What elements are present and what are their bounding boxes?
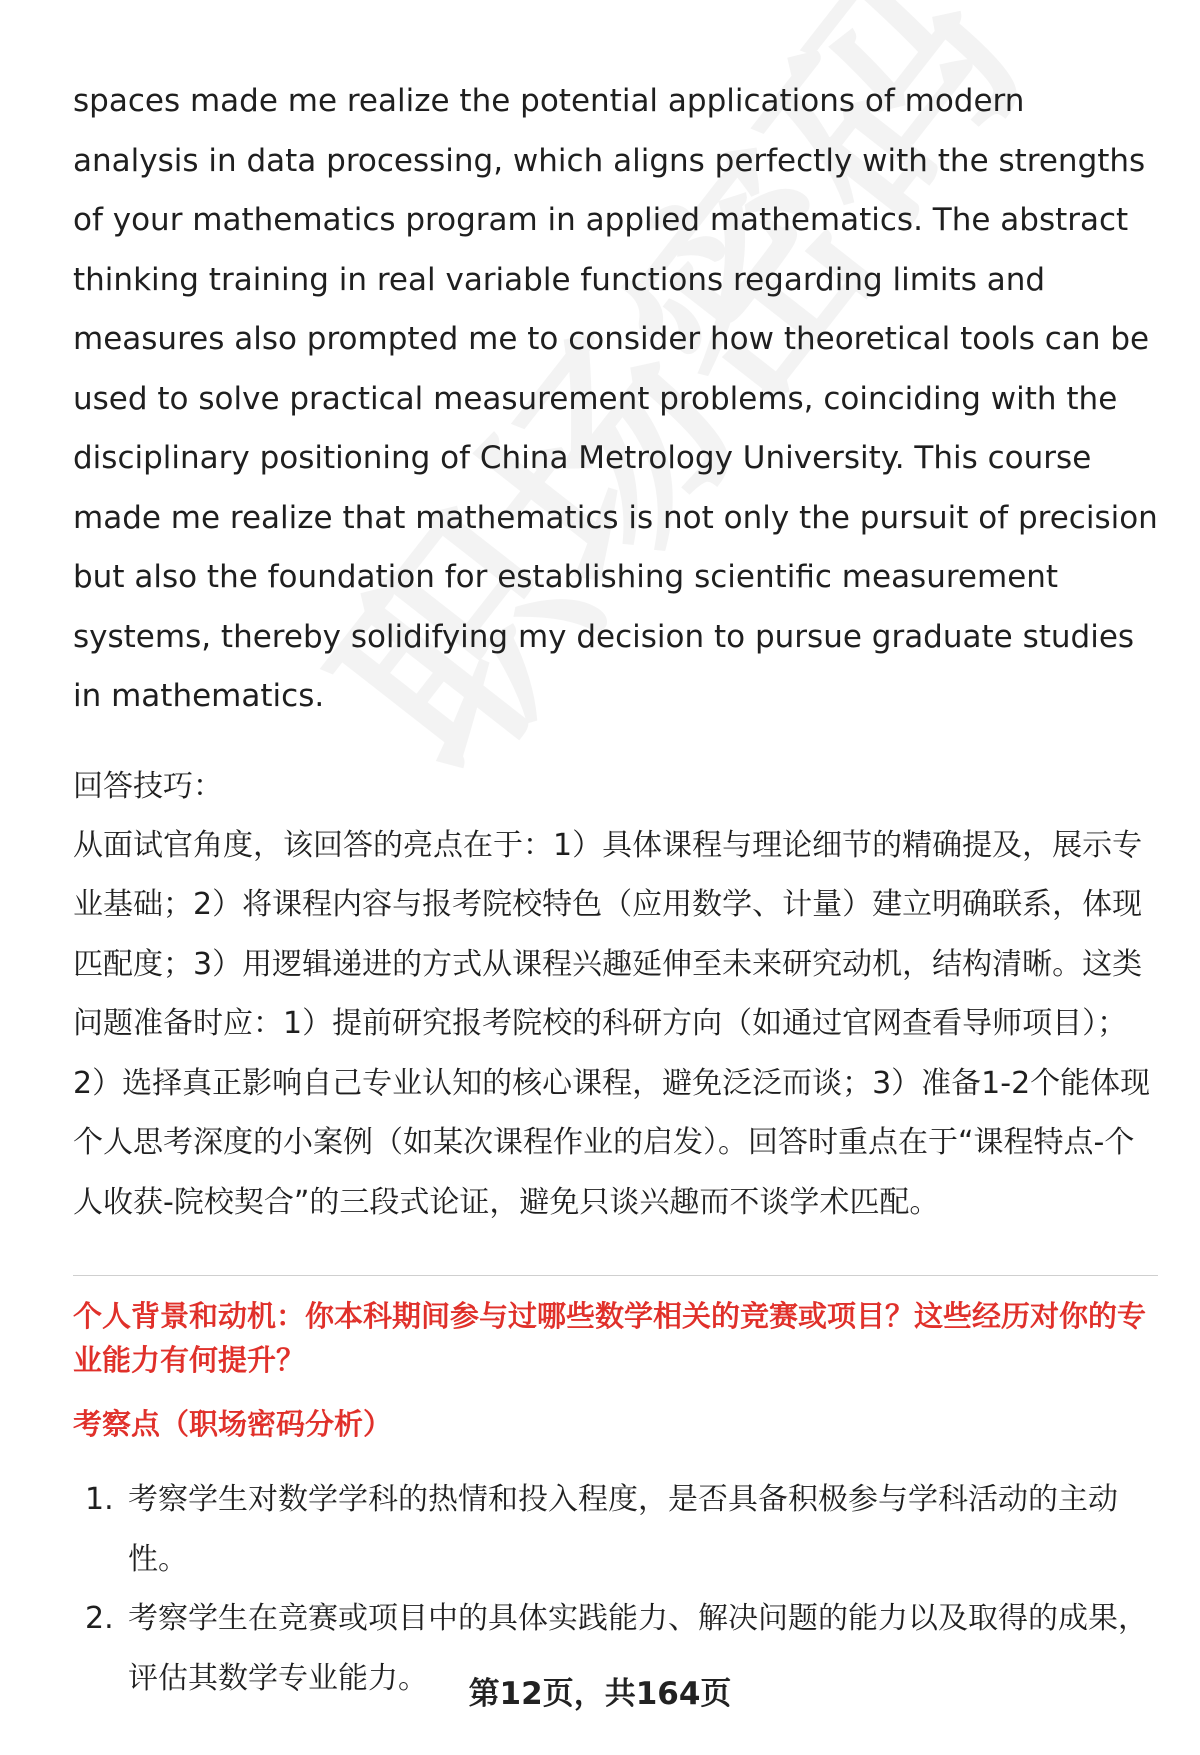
tips-title: 回答技巧： — [73, 768, 223, 804]
page-footer: 第12页，共164页 — [468, 1676, 732, 1712]
list-item-text: 考察学生对数学学科的热情和投入程度，是否具备积极参与学科活动的主动性。 — [128, 1482, 1118, 1577]
question-heading: 个人背景和动机：你本科期间参与过哪些数学相关的竞赛或项目？这些经历对你的专业能力有何提升？ — [73, 1299, 1147, 1377]
answer-paragraph: spaces made me realize the potential applications of modern analysis in data processing, which aligns perfectly with the strengths of your mathematics program in applied mathematics. The abstract thinking training in real variable functions regarding limits and measures also prompted me to consider how theoretical tools can be used to solve practical measurement problems, coinciding with the disciplinary positioning of China Metrology University. This course made me realize that mathematics is not only the pursuit of precision but also the foundation for establishing scientific measurement systems, thereby solidifying my decision to pursue graduate studies in mathematics. — [73, 83, 1158, 714]
section-divider — [73, 1275, 1158, 1276]
list-item-text: 考察学生在竞赛或项目中的具体实践能力、解决问题的能力以及取得的成果，评估其数学专业能力。 — [128, 1601, 1148, 1696]
list-item — [73, 1470, 1158, 1589]
page-content — [73, 72, 1158, 1708]
list-number: 2. — [85, 1601, 114, 1636]
tips-body: 从面试官角度，该回答的亮点在于：1）具体课程与理论细节的精确提及，展示专业基础；2）将课程内容与报考院校特色（应用数学、计量）建立明确联系，体现匹配度；3）用逻辑递进的方式从课程兴趣延伸至未来研究动机，结构清晰。这类问题准备时应：1）提前研究报考院校的科研方向（如通过官网查看导师项目）；2）选择真正影响自己专业认知的核心课程，避免泛泛而谈；3）准备1-2个能体现个人思考深度的小案例（如某次课程作业的启发）。回答时重点在于“课程特点-个人收获-院校契合”的三段式论证，避免只谈兴趣而不谈学术匹配。 — [73, 827, 1151, 1220]
analysis-title: 考察点（职场密码分析） — [73, 1407, 393, 1441]
list-number: 1. — [85, 1482, 114, 1517]
